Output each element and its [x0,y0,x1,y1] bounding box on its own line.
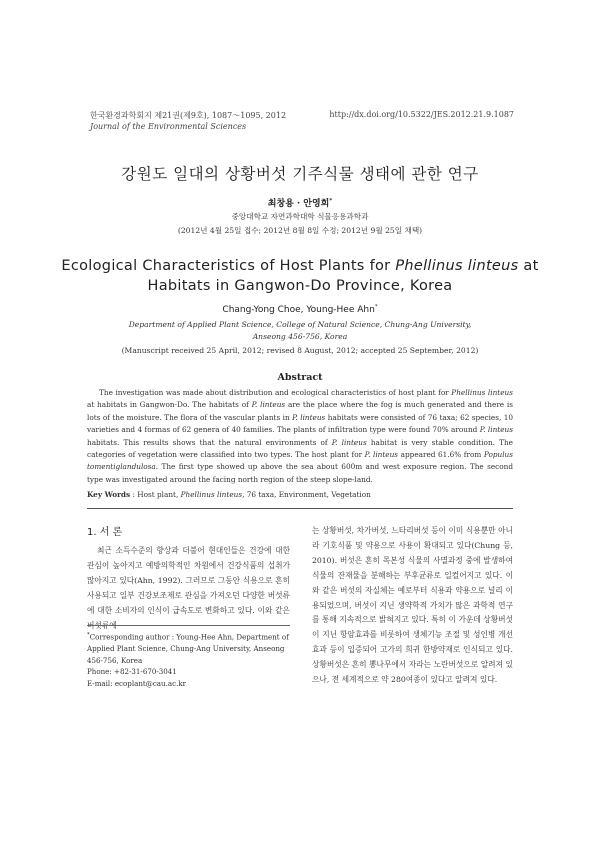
abstract-italic: P. linteus [331,437,367,447]
keywords [87,490,371,499]
abstract-italic: Phellinus linteus [451,388,513,397]
abstract-italic: P. linteus [479,425,513,435]
footnote-corresponding [87,630,290,666]
abstract-text: habitats. This results shows that the natural environments of [87,437,332,447]
affiliation-en-line2: Anseong 456-756, Korea [252,331,348,341]
footnote-email[interactable]: E-mail: ecoplant@cau.ac.kr [87,678,187,688]
abstract-text: The investigation was made about distribution and ecological characteristics of host plant for [99,388,452,397]
corresponding-mark-ko: * [329,198,333,204]
keywords-italic: Phellinus linteus [180,490,243,499]
keywords-sep: : Host plant, [130,490,181,499]
abstract-italic: P. linteus [292,412,326,422]
keywords-label: Key Words [87,490,131,499]
authors-en-names: Chang-Yong Choe, Young-Hee Ahn [222,305,375,315]
affiliation-ko: 중앙대학교 자연과학대학 식물응용과학과 [231,212,369,221]
footnote-mark: * [87,632,90,638]
footnote-divider [87,625,290,626]
footnote-phone: Phone: +82-31-670-3041 [87,667,177,677]
intro-paragraph-right: 는 상황버섯, 차가버섯, 느타리버섯 등이 이미 식용뿐만 아니라 기호식품 및 약용으로 사용이 확대되고 있다(Chung 등, 2010). 버섯은 흔히 목본성 식물의 사멸과정 중에 발생하여 식물의 잔재물을 분해하는 부후균류로 일컬어지고 있다. 이와 같은 버섯의 자실체는 예로부터 식용과 약용으로 널리 이용되었으며, 버섯이 지닌 생약학적 가치가 많은 과학적 연구를 통해 지속적으로 밝혀지고 있다. 특히 이 가운데 상황버섯이 지닌 항암효과를 비롯하여 생체기능 조절 및 성인병 개선효과 등이 입증되어 고가의 희귀 한방약재로 인식되고 있다. 상황버섯은 흔히 뽕나무에서 자라는 노란버섯으로 알려져 있으나, 전 세계적으로 약 280여종이 있다고 알려져 있다. [312,526,513,685]
abstract-body [87,387,513,486]
authors-ko [0,196,600,209]
authors-en [0,304,600,315]
abstract-text: are the place where the fog is much generated and there is lots of the moisture. The flora of the vascular plants in [87,400,513,422]
authors-ko-names: 최창용 · 안영희 [267,199,330,209]
divider [87,508,513,509]
journal-citation-ko: 한국환경과학회지 제21권(제9호), 1087～1095, 2012 [90,111,287,120]
abstract-text: at habitats in Gangwon-Do. The habitats of [87,400,252,410]
footnote [87,630,290,689]
abstract-italic: P. linteus [364,450,399,460]
title-en-species: Phellinus linteus [395,258,519,274]
journal-header [90,110,286,132]
abstract-italic: P. linteus [251,400,286,410]
abstract-paragraph [87,387,513,486]
abstract-heading: Abstract [277,372,323,383]
received-dates-en: (Manuscript received 25 April, 2012; revised 8 August, 2012; accepted 25 September, 2012) [121,346,479,355]
abstract-italic: Populus tomentiglandulosa [87,450,513,472]
title-en-part2: at Habitats in Gangwon-Do Province, Korea [147,258,539,294]
affiliation-en [0,319,600,342]
abstract-text: appeared 61.6% from [398,450,484,460]
paper-title-en [60,256,540,296]
paper-title-ko: 강원도 일대의 상황버섯 기주식물 생태에 관한 연구 [121,165,479,183]
section-heading-introduction: 1. 서 론 [87,527,123,538]
abstract-text: . The first type showed up above the sea about 600m and west exposure region. The second type was investigated around the facing north region of the steep slope-land. [87,462,513,484]
affiliation-en-line1: Department of Applied Plant Science, College of Natural Science, Chung-Ang University, [128,320,472,329]
intro-paragraph-left: 최근 소득수준의 향상과 더불어 현대인들은 건강에 대한 관심이 높아지고 예방의학적인 차원에서 건강식품의 섭취가 많아지고 있다(Ahn, 1992). 그러므로 그동안 식용으로 흔히 사용되고 일부 건강보조제로 관심을 가져오던 다양한 버섯류에 대한 소비자의 인식이 급속도로 변화하고 있다. 이와 같은 버섯류에 [87,546,290,630]
corresponding-mark-en: * [374,304,378,310]
intro-column-left [87,544,290,633]
abstract-text: habitats were consisted of 76 taxa; 62 species, 10 varieties and 4 formas of 62 genera of 40 families. The plants of infiltration type were found 70% around [87,412,513,435]
footnote-line1: Corresponding author : Young-Hee Ahn, Department of Applied Plant Science, Chung-Ang University, Anseong 456-756, Korea [87,632,289,665]
doi-link[interactable]: http://dx.doi.org/10.5322/JES.2012.21.9.1087 [329,110,514,119]
journal-name-en: Journal of the Environmental Sciences [90,122,247,131]
dates-ko: (2012년 4월 25일 접수; 2012년 8월 8일 수정; 2012년 9월 25일 채택) [177,226,423,235]
title-en-part1: Ecological Characteristics of Host Plants for [61,258,396,274]
intro-column-right [312,524,513,688]
keywords-rest: , 76 taxa, Environment, Vegetation [242,490,371,499]
abstract-text: habitat is very stable condition. The categories of vegetation were classified into two types. The host plant for [87,437,513,460]
